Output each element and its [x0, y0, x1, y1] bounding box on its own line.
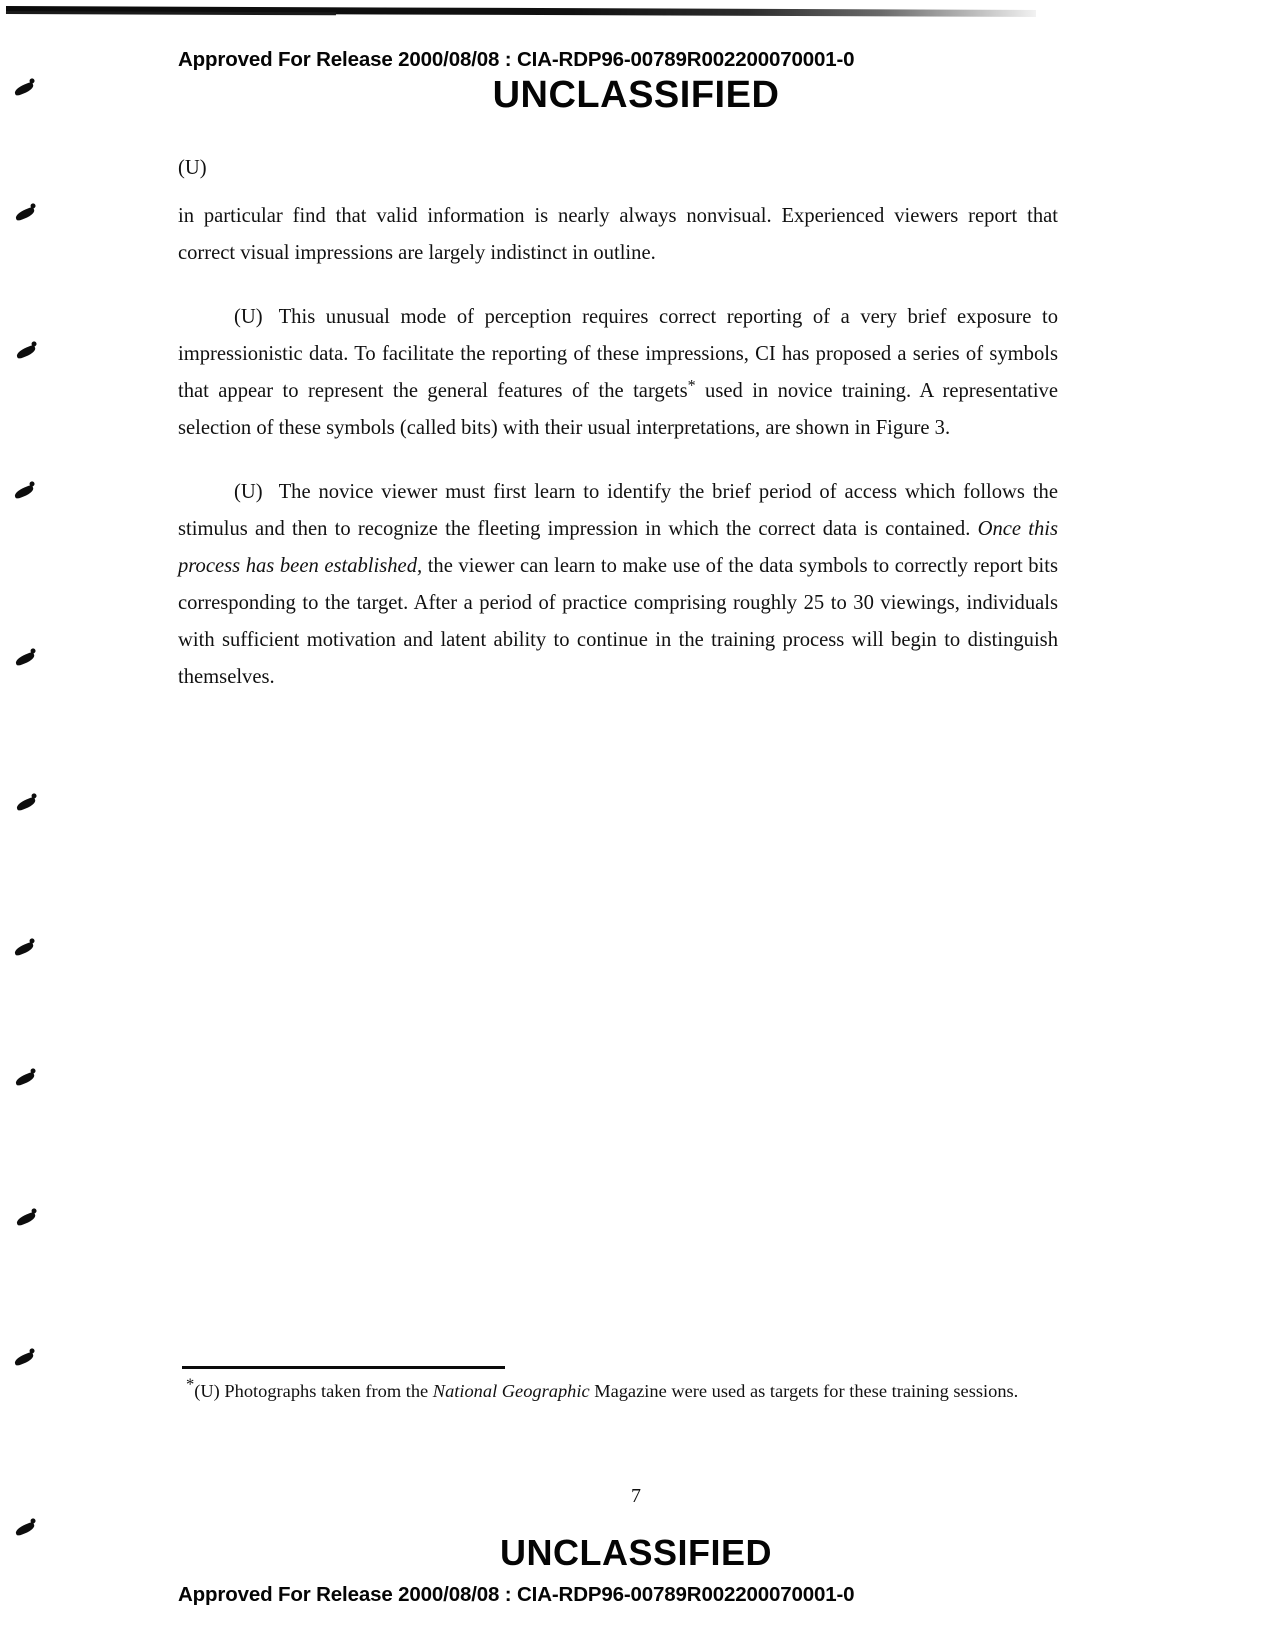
- paragraph-1-text: in particular find that valid information is nearly always nonvisual. Experienced viewers report that correct visual impressions are largely indistinct in outline.: [178, 205, 1058, 264]
- release-stamp-bottom: Approved For Release 2000/08/08 : CIA-RDP96-00789R002200070001-0: [178, 1583, 855, 1606]
- classification-marker: (U): [178, 157, 207, 179]
- paragraph-1: [178, 198, 1058, 272]
- paragraph-3-text-a: The novice viewer must first learn to identify the brief period of access which follows the stimulus and then to recognize the fleeting impression in which the correct data is contained.: [178, 481, 1058, 540]
- scan-edge-mark: [14, 207, 36, 222]
- scan-artifact-top-bar: [6, 6, 1036, 17]
- classification-banner-bottom: UNCLASSIFIED: [499, 1532, 772, 1573]
- footnote-text-b: Magazine were used as targets for these training sessions.: [589, 1381, 1019, 1401]
- scan-edge-mark: [13, 942, 35, 957]
- scan-edge-mark: [15, 345, 37, 360]
- scan-edge-mark: [15, 1212, 37, 1227]
- page-number: 7: [631, 1485, 641, 1507]
- footnote-text-a: (U) Photographs taken from the: [194, 1381, 433, 1401]
- footnote-separator-rule: [182, 1366, 505, 1369]
- scan-edge-mark: [15, 797, 37, 812]
- footnote: [186, 1374, 1066, 1405]
- paragraph-3-emphasis: Once this process has been established,: [178, 518, 1058, 577]
- paragraph-3-marker: (U): [234, 481, 263, 503]
- paragraph-3: [178, 474, 1058, 696]
- document-body: [178, 150, 1058, 696]
- paragraph-3-text-b: the viewer can learn to make use of the data symbols to correctly report bits corresponding to the target. After a period of practice comprising roughly 25 to 30 viewings, individuals with sufficient motivation and latent ability to continue in the training process will begin to distinguish themselves.: [178, 555, 1058, 688]
- footnote-marker: *: [186, 1374, 195, 1394]
- scan-edge-mark: [14, 1072, 36, 1087]
- release-stamp-top: Approved For Release 2000/08/08 : CIA-RDP96-00789R002200070001-0: [178, 48, 855, 71]
- footnote-publication-title: National Geographic: [432, 1381, 590, 1401]
- scan-edge-mark: [14, 652, 36, 667]
- scan-edge-mark: [13, 1352, 35, 1367]
- paragraph-2-text-a: This unusual mode of perception requires correct reporting of a very brief exposure to impressionistic data. To facilitate the reporting of these impressions, CI has proposed a series of symbols that appear to represent the general features of the targets: [178, 306, 1058, 402]
- paragraph-2: [178, 299, 1058, 447]
- paragraph-2-marker: (U): [234, 306, 263, 328]
- footnote-reference-marker: *: [687, 377, 696, 395]
- classification-banner-top: UNCLASSIFIED: [492, 74, 780, 116]
- paragraph-2-text-b: used in novice training. A representative selection of these symbols (called bits) with their usual interpretations, are shown in Figure 3.: [178, 380, 1058, 439]
- scan-edge-mark: [13, 485, 35, 500]
